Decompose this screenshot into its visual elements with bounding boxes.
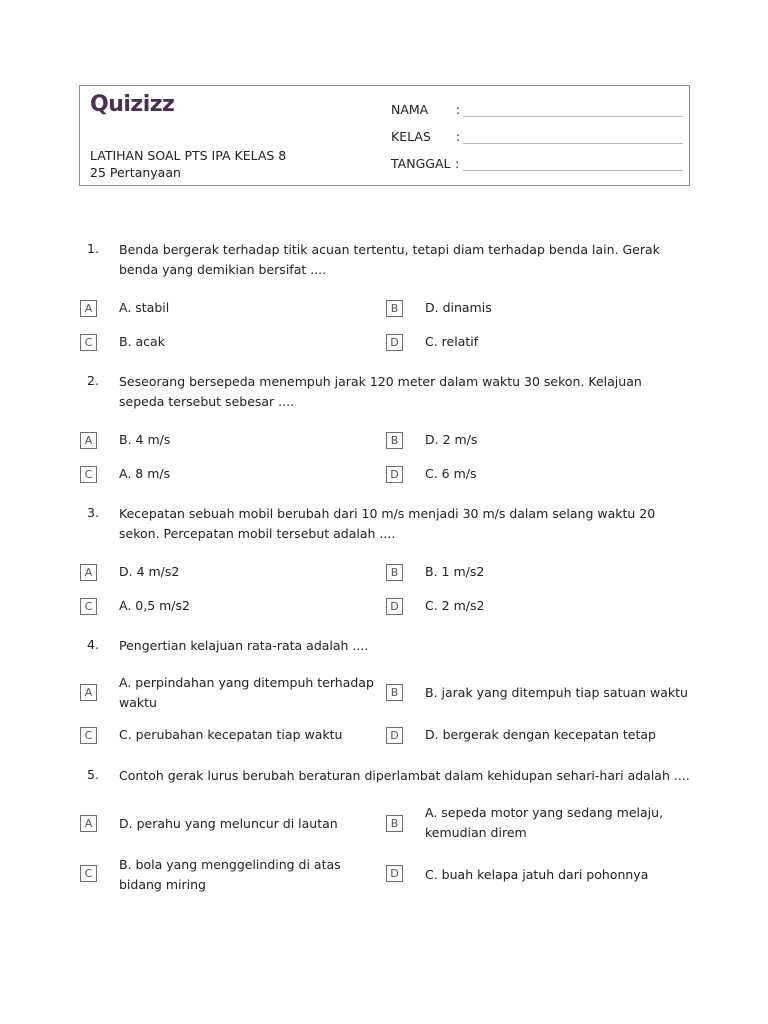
- date-colon: :: [455, 156, 460, 171]
- question-number: 5.: [87, 767, 99, 782]
- question-text: Pengertian kelajuan rata-rata adalah ....: [119, 638, 369, 653]
- choice-letter-box: D: [386, 598, 403, 615]
- choice-letter-box: A: [80, 432, 97, 449]
- choice-text: A. perpindahan yang ditempuh terhadap waktu: [119, 675, 374, 710]
- question-number: 3.: [87, 505, 99, 520]
- choice-text: A. 8 m/s: [119, 466, 171, 481]
- choice-letter-box: C: [80, 598, 97, 615]
- choice-text: D. 4 m/s2: [119, 564, 180, 579]
- question-number: 4.: [87, 637, 99, 652]
- choice-letter-box: D: [386, 466, 403, 483]
- name-colon: :: [456, 102, 461, 117]
- question-text: Seseorang bersepeda menempuh jarak 120 meter dalam waktu 30 sekon. Kelajuan sepeda tersebut sebesar ....: [119, 374, 642, 409]
- quizizz-logo: Quizizz: [90, 92, 175, 117]
- choice-text: D. bergerak dengan kecepatan tetap: [425, 727, 656, 742]
- class-label: KELAS: [391, 129, 431, 144]
- choice-text: B. 4 m/s: [119, 432, 171, 447]
- choice-letter-box: D: [386, 865, 403, 882]
- question-text: Benda bergerak terhadap titik acuan tertentu, tetapi diam terhadap benda lain. Gerak benda yang demikian bersifat ....: [119, 242, 660, 277]
- choice-text: A. 0,5 m/s2: [119, 598, 190, 613]
- choice-letter-box: A: [80, 684, 97, 701]
- name-field[interactable]: [391, 100, 683, 120]
- question-number: 2.: [87, 373, 99, 388]
- choice-text: B. 1 m/s2: [425, 564, 485, 579]
- choice-text: C. buah kelapa jatuh dari pohonnya: [425, 867, 649, 882]
- choice-text: B. acak: [119, 334, 165, 349]
- name-label: NAMA: [391, 102, 429, 117]
- choice-text: B. bola yang menggelinding di atas bidang miring: [119, 857, 341, 892]
- choice-text: D. 2 m/s: [425, 432, 478, 447]
- choice-letter-box: D: [386, 334, 403, 351]
- choice-text: B. jarak yang ditempuh tiap satuan waktu: [425, 685, 688, 700]
- choice-letter-box: A: [80, 815, 97, 832]
- worksheet-header: [79, 85, 690, 186]
- date-line: [463, 170, 683, 171]
- date-label: TANGGAL: [391, 156, 451, 171]
- question-text: Contoh gerak lurus berubah beraturan diperlambat dalam kehidupan sehari-hari adalah ....: [119, 768, 690, 783]
- name-line: [463, 116, 683, 117]
- choice-letter-box: A: [80, 564, 97, 581]
- choice-letter-box: B: [386, 684, 403, 701]
- choice-letter-box: C: [80, 466, 97, 483]
- question-text: Kecepatan sebuah mobil berubah dari 10 m/s menjadi 30 m/s dalam selang waktu 20 sekon. Percepatan mobil tersebut adalah ....: [119, 506, 656, 541]
- date-field[interactable]: [391, 154, 683, 174]
- question-number: 1.: [87, 241, 99, 256]
- choice-text: C. 2 m/s2: [425, 598, 485, 613]
- choice-letter-box: B: [386, 564, 403, 581]
- choice-letter-box: C: [80, 727, 97, 744]
- choice-letter-box: D: [386, 727, 403, 744]
- class-line: [463, 143, 683, 144]
- choice-text: C. 6 m/s: [425, 466, 477, 481]
- choice-letter-box: C: [80, 334, 97, 351]
- quiz-title: LATIHAN SOAL PTS IPA KELAS 8: [90, 148, 287, 163]
- choice-letter-box: A: [80, 300, 97, 317]
- choice-letter-box: B: [386, 815, 403, 832]
- choice-text: C. relatif: [425, 334, 479, 349]
- choice-text: D. dinamis: [425, 300, 492, 315]
- class-colon: :: [456, 129, 461, 144]
- choice-letter-box: B: [386, 300, 403, 317]
- choice-text: A. stabil: [119, 300, 170, 315]
- choice-text: C. perubahan kecepatan tiap waktu: [119, 727, 343, 742]
- question-count: 25 Pertanyaan: [90, 165, 181, 180]
- class-field[interactable]: [391, 127, 683, 147]
- choice-letter-box: B: [386, 432, 403, 449]
- choice-text: A. sepeda motor yang sedang melaju, kemudian direm: [425, 805, 664, 840]
- choice-text: D. perahu yang meluncur di lautan: [119, 816, 338, 831]
- choice-letter-box: C: [80, 865, 97, 882]
